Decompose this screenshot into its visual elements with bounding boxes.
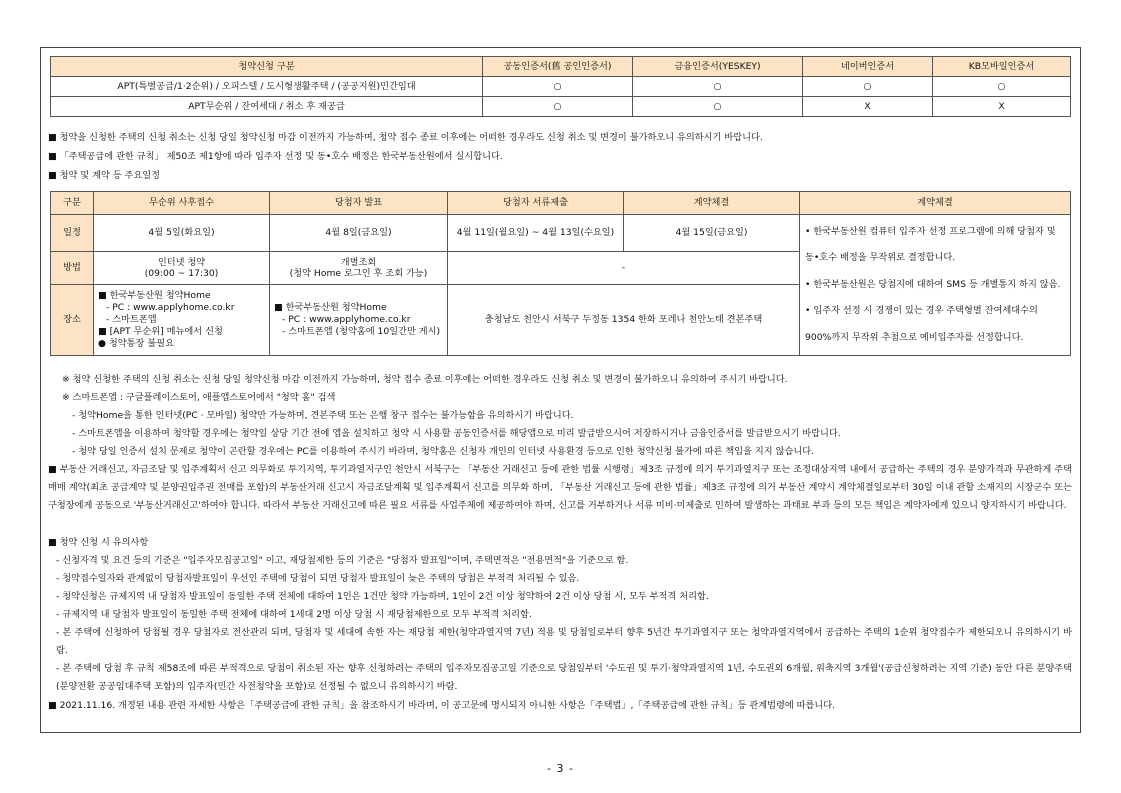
header-cell: KB모바일인증서 (933, 57, 1071, 77)
side-note: 900%까지 무작위 추첨으로 예비입주자를 선정합니다. (805, 331, 1024, 343)
row-label-place: 장소 (51, 285, 94, 356)
table-cell: ○ (633, 97, 803, 117)
schedule-table (50, 191, 1071, 356)
table-cell: - (448, 252, 800, 285)
table-cell: ○ (803, 77, 933, 97)
note-line: - 스마트폰앱을 이용하여 청약할 경우에는 청약일 상당 기간 전에 앱을 설치하고 청약 시 사용할 공동인증서를 해당앱으로 미리 발급받으시어 저장하시거나 금융인증서를 발급받으시기 바랍니다. (72, 428, 841, 439)
table-header-row (51, 57, 1071, 77)
place-cell (270, 285, 448, 356)
table-cell: ○ (483, 77, 633, 97)
caution-title: ■ 청약 신청 시 유의사항 (48, 537, 149, 548)
caution-item: - 청약신청은 규제지역 내 당첨자 발표일이 동일한 주택 전체에 대하여 1인은 1건만 청약 가능하며, 1인이 2건 이상 청약하여 2건 이상 당첨 시, 모두 부적격 처리함. (56, 591, 709, 602)
place-line: ■ 한국부동산원 청약Home (98, 290, 211, 301)
caution-item: - 본 주택에 신청하여 당첨될 경우 당첨자로 전산관리 되며, 당첨자 및 세대에 속한 자는 재당첨 제한(청약과열지역 7년) 적용 및 당첨일로부터 향후 5년간 투기과열지구 또는 청약과열지역에서 공급하는 주택의 1순위 청약접수가 제한되오니 유의하시기 바람. (56, 627, 1072, 656)
header-cell: 구분 (51, 192, 94, 215)
table-cell: ○ (633, 77, 803, 97)
certificate-table (50, 56, 1071, 117)
place-cell (94, 285, 270, 356)
bullet-cancel-notice: ■ 청약을 신청한 주택의 신청 취소는 신청 당일 청약신청 마감 이전까지 가능하며, 청약 접수 종료 이후에는 어떠한 경우라도 신청 취소 및 변경이 불가하오니 유의하시기 바랍니다. (48, 132, 763, 143)
method-line: (청약 Home 로그인 후 조회 가능) (289, 268, 428, 279)
caution-item: - 청약접수일자와 관계없이 당첨자발표일이 우선인 주택에 당첨이 되면 당첨자 발표일이 늦은 주택의 당첨은 부적격 처리될 수 있음. (56, 573, 580, 584)
table-cell: 4월 11일(월요일) ~ 4월 13일(수요일) (448, 215, 624, 252)
table-cell: ○ (933, 77, 1071, 97)
place-line: ● 청약통장 불필요 (98, 338, 174, 349)
table-cell: X (803, 97, 933, 117)
caution-item: - 규제지역 내 당첨자 발표일이 동일한 주택 전체에 대하여 1세대 2명 이상 당첨 시 재당첨제한으로 모두 부적격 처리함. (56, 609, 532, 620)
final-note: ■ 2021.11.16. 개정된 내용 관련 자세한 사항은「주택공급에 관한 규칙」을 참조하시기 바라며, 이 공고문에 명시되지 아니한 사항은「주택법」,「주택공급에 관한 규칙」등 관계법령에 따릅니다. (48, 700, 836, 711)
header-cell: 당첨자 서류제출 (448, 192, 624, 215)
header-cell: 공동인증서(舊 공인인증서) (483, 57, 633, 77)
table-cell: 4월 8일(금요일) (270, 215, 448, 252)
note-line: - 청약 당일 인증서 설치 문제로 청약이 곤란할 경우에는 PC를 이용하여 주시기 바라며, 청약홈은 신청자 개인의 인터넷 사용환경 등으로 인한 청약신청 불가에 따른 책임을 지지 않습니다. (72, 446, 815, 457)
table-cell (94, 252, 270, 285)
note-line: ※ 스마트폰앱 : 구글플레이스토어, 애플앱스토어에서 "청약 홈" 검색 (62, 392, 336, 403)
table-cell: APT(특별공급/1·2순위) / 오피스텔 / 도시형생활주택 / (공공지원)민간임대 (51, 77, 483, 97)
place-line: - PC : www.applyhome.co.kr (106, 302, 235, 313)
schedule-side-notes (800, 215, 1071, 356)
realestate-paragraph: ■ 부동산 거래신고, 자금조달 및 입주계획서 신고 의무화로 투기지역, 투기과열지구인 천안시 서북구는 「부동산 거래신고 등에 관한 법률 시행령」제3조 규정에 의거 투기과열지구 또는 조정대상지역 내에서 공급하는 주택의 경우 분양가격과 무관하게 주택매매 계약(최초 공급계약 및 분양권입주권 전매를 포함)의 부동산거래 신고시 자금조달계획 및 입주계획서 신고를 의무화 하며, 「부동산 거래신고 등에 관한 법률」제3조 규정에 의거 부동산 계약시 계약체결일로부터 30일 이내 관할 소재지의 시장군수 또는 구청장에게 공동으로 '부동산거래신고'하여야 합니다. 따라서 부동산 거래신고에 따른 필요 서류를 사업주체에 제공하여야 하며, 신고를 거부하거나 서류 미비·미제출로 인하여 발생하는 과태료 부과 등의 모든 책임은 계약자에게 있으니 양지하시기 바랍니다. (48, 464, 1072, 511)
place-line: ■ 한국부동산원 청약Home (274, 302, 387, 313)
header-cell: 계약체결 (800, 192, 1071, 215)
table-cell: ○ (483, 97, 633, 117)
table-header-row (51, 192, 1071, 215)
side-note: 동•호수 배정을 무작위로 결정합니다. (805, 252, 956, 264)
note-line: - 청약Home을 통한 인터넷(PC · 모바일) 청약만 가능하며, 견본주택 또는 은행 창구 접수는 불가능함을 유의하시기 바랍니다. (72, 410, 574, 421)
table-cell: 4월 15일(금요일) (624, 215, 800, 252)
place-line: ■ [APT 무순위] 메뉴에서 신청 (98, 326, 223, 337)
side-note: • 입주자 선정 시 경쟁이 있는 경우 주택형별 잔여세대수의 (805, 305, 1038, 317)
caution-item: - 신청자격 및 요건 등의 기준은 "입주자모집공고일" 이고, 재당첨제한 등의 기준은 "당첨자 발표일"이며, 주택면적은 "전용면적"을 기준으로 함. (56, 555, 629, 566)
place-line: - 스마트폰앱 (청약홈에 10일간만 게시) (282, 326, 441, 337)
bullet-selection-notice: ■ 「주택공급에 관한 규칙」 제50조 제1항에 따라 입주자 선정 및 동•호수 배정은 한국부동산원에서 실시합니다. (48, 151, 503, 162)
header-cell: 당첨자 발표 (270, 192, 448, 215)
method-line: 인터넷 청약 (157, 256, 206, 268)
note-line: ※ 청약 신청한 주택의 신청 취소는 신청 당일 청약신청 마감 이전까지 가능하며, 청약 접수 종료 이후에는 어떠한 경우라도 신청 취소 및 변경이 불가하오니 유의하여 주시기 바랍니다. (62, 374, 788, 385)
header-cell: 청약신청 구분 (51, 57, 483, 77)
side-note: • 한국부동산원 컴퓨터 입주자 선정 프로그램에 의해 당첨자 및 (805, 225, 1056, 237)
table-cell: 4월 5일(화요일) (94, 215, 270, 252)
page-number: - 3 - (547, 762, 574, 775)
place-line: - 스마트폰앱 (106, 314, 157, 325)
table-row (51, 77, 1071, 97)
header-cell: 계약체결 (624, 192, 800, 215)
table-row (51, 97, 1071, 117)
table-cell (270, 252, 448, 285)
place-line: - PC : www.applyhome.co.kr (282, 314, 411, 325)
header-cell: 무순위 사후접수 (94, 192, 270, 215)
method-line: 개별조회 (340, 256, 377, 268)
table-row (51, 215, 1071, 252)
header-cell: 금융인증서(YESKEY) (633, 57, 803, 77)
table-cell: X (933, 97, 1071, 117)
bullet-schedule-title: ■ 청약 및 계약 등 주요일정 (48, 170, 161, 181)
row-label-schedule: 일정 (51, 215, 94, 252)
table-cell: APT무순위 / 잔여세대 / 취소 후 재공급 (51, 97, 483, 117)
row-label-method: 방법 (51, 252, 94, 285)
header-cell: 네이버인증서 (803, 57, 933, 77)
caution-item: - 본 주택에 당첨 후 규칙 제58조에 따른 부적격으로 당첨이 취소된 자는 향후 신청하려는 주택의 입주자모집공고일 기준으로 당첨일부터 '수도권 및 투기·청약과열지역 1년, 수도권외 6개월, 위축지역 3개월'(공급신청하려는 지역 기준) 동안 다른 분양주택(분양전환 공공임대주택 포함)의 입주자(민간 사전청약을 포함)로 선정될 수 없으니 유의하시기 바람. (56, 663, 1072, 692)
table-cell: 충청남도 천안시 서북구 두정동 1354 한화 포레나 천안노태 견본주택 (448, 285, 800, 356)
method-line: (09:00 ~ 17:30) (144, 268, 219, 279)
side-note: • 한국부동산원은 당첨지에 대하여 SMS 등 개별통지 하지 않음. (805, 278, 1061, 290)
